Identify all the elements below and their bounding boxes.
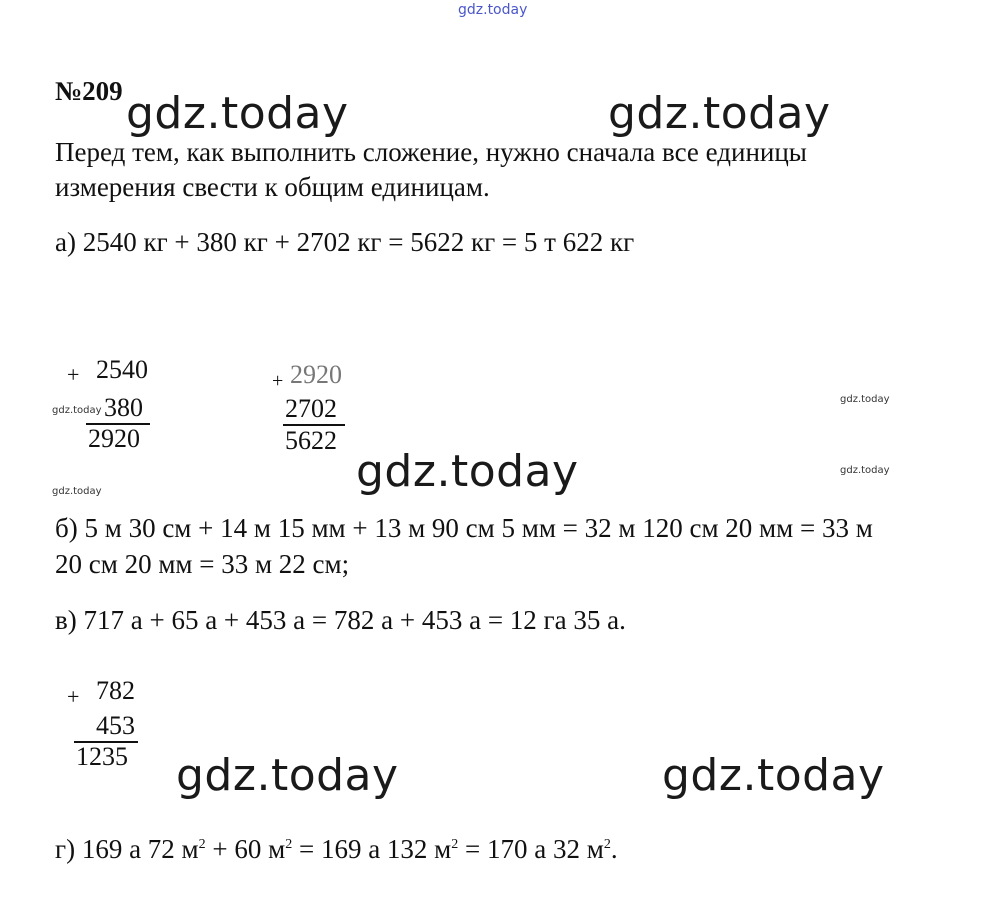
addend-2: 453 <box>96 711 135 740</box>
part-a: а) 2540 кг + 380 кг + 2702 кг = 5622 кг = 5 т 622 кг <box>55 227 635 257</box>
watermark-small: gdz.today <box>52 405 102 416</box>
watermark-big: gdz.today <box>356 446 579 497</box>
part-g-text-2: + 60 м <box>205 834 286 864</box>
part-b-line-2: 20 см 20 мм = 33 м 22 см; <box>55 549 350 579</box>
addend-1: 782 <box>96 676 135 705</box>
watermark-small: gdz.today <box>840 394 890 405</box>
watermark-big: gdz.today <box>608 88 831 139</box>
watermark-top: gdz.today <box>458 2 528 18</box>
intro-line-2: измерения свести к общим единицам. <box>55 172 490 202</box>
part-g-text-4: = 170 а 32 м <box>458 834 604 864</box>
plus-sign: + <box>272 370 284 392</box>
plus-sign: + <box>67 684 80 709</box>
task-number: №209 <box>55 76 123 106</box>
part-g-text-1: г) 169 а 72 м <box>55 834 199 864</box>
part-g-text-3: = 169 а 132 м <box>292 834 452 864</box>
addend-2: 380 <box>104 393 143 422</box>
watermark-big: gdz.today <box>662 750 885 801</box>
sum: 1235 <box>76 742 128 771</box>
part-b-line-1: б) 5 м 30 см + 14 м 15 мм + 13 м 90 см 5 мм = 32 м 120 см 20 мм = 33 м <box>55 513 873 543</box>
addend-1: 2540 <box>96 355 148 384</box>
intro-line-1: Перед тем, как выполнить сложение, нужно сначала все единицы <box>55 137 807 167</box>
exponent: 2 <box>198 837 206 852</box>
exponent: 2 <box>285 837 293 852</box>
addend-1: 2920 <box>290 360 342 389</box>
part-g <box>55 828 618 866</box>
part-g-text-5: . <box>610 834 618 864</box>
exponent: 2 <box>451 837 459 852</box>
sum: 2920 <box>88 424 140 453</box>
watermark-big: gdz.today <box>126 88 349 139</box>
part-v: в) 717 а + 65 а + 453 а = 782 а + 453 а = 12 га 35 а. <box>55 605 626 635</box>
plus-sign: + <box>67 362 80 387</box>
addend-2: 2702 <box>285 394 337 423</box>
watermark-big: gdz.today <box>176 750 399 801</box>
watermark-small: gdz.today <box>52 486 102 497</box>
sum: 5622 <box>285 426 337 455</box>
exponent: 2 <box>603 837 611 852</box>
watermark-small: gdz.today <box>840 465 890 476</box>
